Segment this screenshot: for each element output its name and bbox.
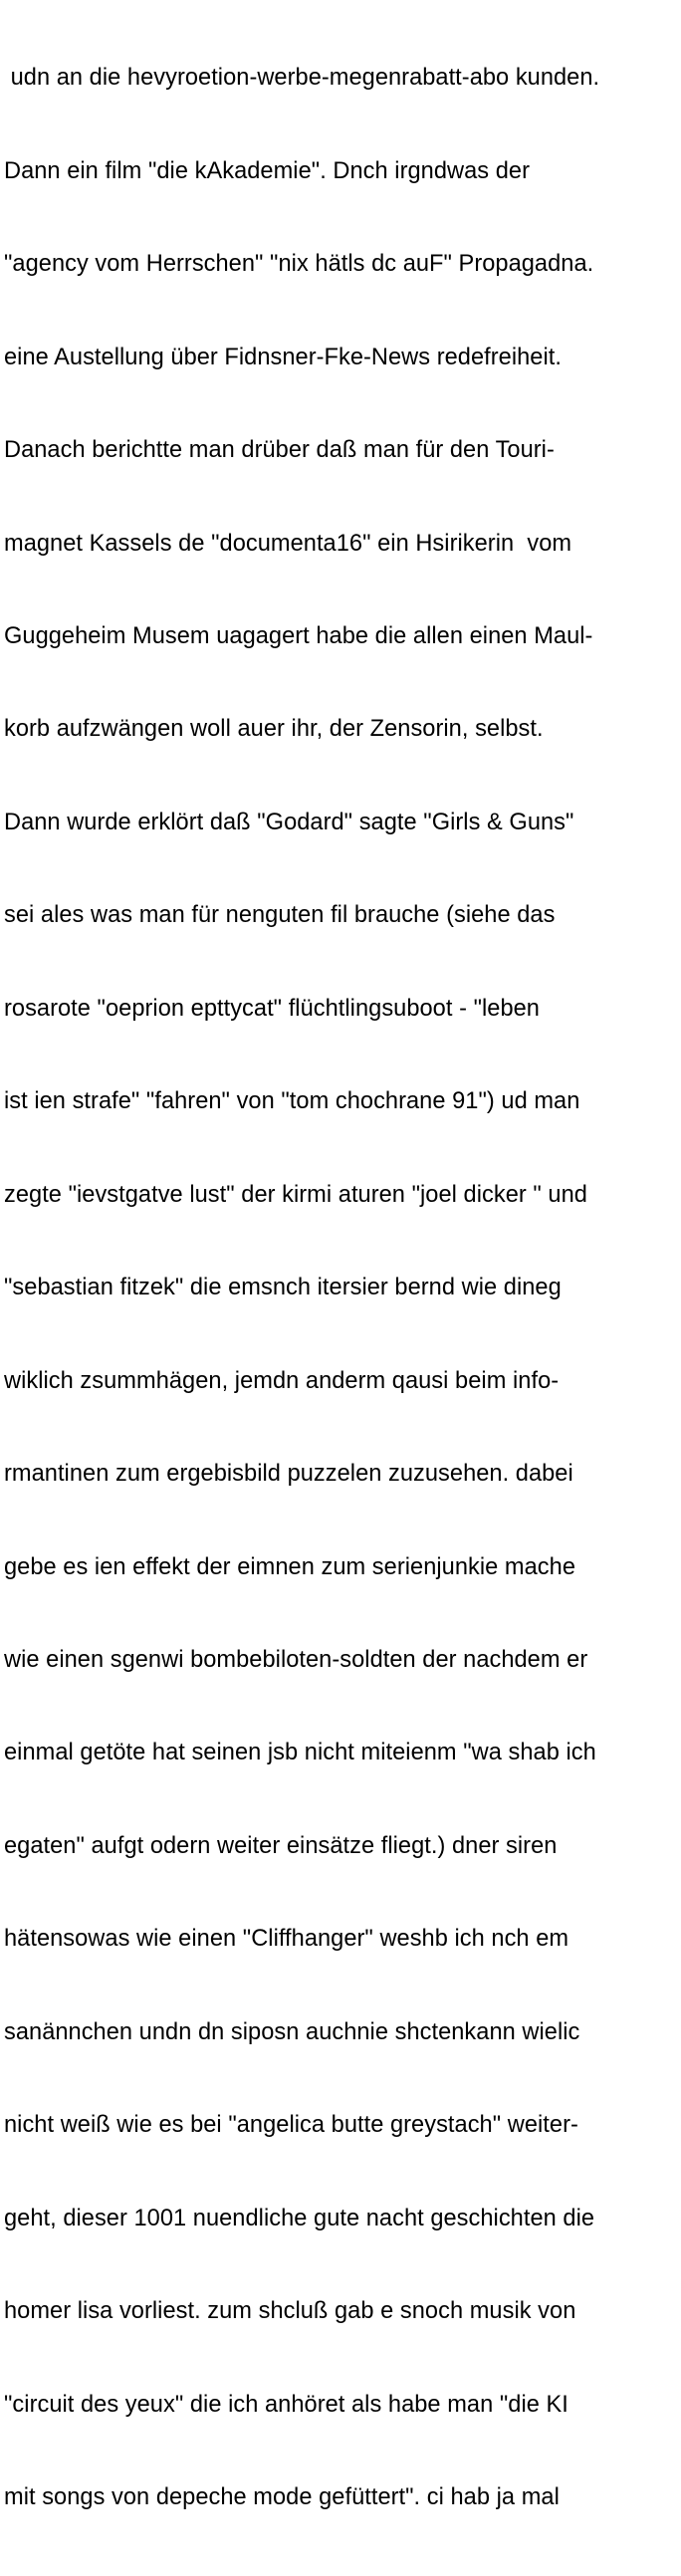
- document-text: [4, 1, 679, 2576]
- text-line: ist ien strafe" "fahren" von "tom chochrane 91") ud man: [4, 1088, 580, 1115]
- text-line: Danach berichtte man drüber daß man für den Touri-: [4, 437, 555, 464]
- text-line: Guggeheim Musem uagagert habe die allen einen Maul-: [4, 623, 593, 650]
- text-line: nicht weiß wie es bei "angelica butte greystach" weiter-: [4, 2112, 578, 2139]
- text-line: zegte "ievstgatve lust" der kirmi aturen "joel dicker " und: [4, 1181, 587, 1208]
- text-line: magnet Kassels de "documenta16" ein Hsirikerin vom: [4, 530, 572, 557]
- text-line: "circuit des yeux" die ich anhöret als habe man "die KI: [4, 2391, 568, 2418]
- text-line: eine Austellung über Fidnsner-Fke-News redefreiheit.: [4, 344, 562, 370]
- text-line: "sebastian fitzek" die emsnch itersier bernd wie dineg: [4, 1275, 562, 1301]
- text-line: rmantinen zum ergebisbild puzzelen zuzusehen. dabei: [4, 1461, 573, 1488]
- text-line: rosarote "oeprion epttycat" flüchtlingsuboot - "leben: [4, 995, 540, 1022]
- text-line: Dann wurde erklört daß "Godard" sagte "Girls & Guns": [4, 809, 574, 835]
- text-line: einmal getöte hat seinen jsb nicht miteienm "wa shab ich: [4, 1740, 596, 1766]
- text-line: "agency vom Herrschen" "nix hätls dc auF" Propagadna.: [4, 251, 594, 278]
- text-line: wiklich zsummhägen, jemdn anderm qausi beim info-: [4, 1367, 560, 1394]
- text-line: Dann ein film "die kAkademie". Dnch irgndwas der: [4, 157, 530, 184]
- text-line: sei ales was man für nenguten fil brauche (siehe das: [4, 902, 556, 929]
- text-line: egaten" aufgt odern weiter einsätze fliegt.) dner siren: [4, 1832, 558, 1859]
- text-line: gebe es ien effekt der eimnen zum serienjunkie mache: [4, 1553, 575, 1580]
- text-line: hätensowas wie einen "Cliffhanger" weshb ich nch em: [4, 1926, 569, 1953]
- text-line: homer lisa vorliest. zum shcluß gab e snoch musik von: [4, 2298, 576, 2325]
- text-line: udn an die hevyroetion-werbe-megenrabatt-abo kunden.: [4, 65, 600, 92]
- text-line: sanännchen undn dn siposn auchnie shctenkann wielic: [4, 2018, 580, 2045]
- text-line: mit songs von depeche mode gefüttert". ci hab ja mal: [4, 2484, 560, 2511]
- text-line: wie einen sgenwi bombebiloten-soldten der nachdem er: [4, 1647, 588, 1674]
- text-line: geht, dieser 1001 nuendliche gute nacht geschichten die: [4, 2205, 595, 2231]
- text-line: korb aufzwängen woll auer ihr, der Zensorin, selbst.: [4, 716, 544, 743]
